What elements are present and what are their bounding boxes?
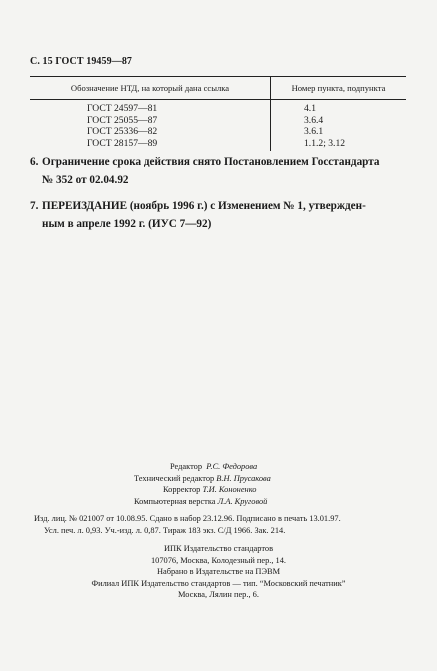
publisher-block: [0, 543, 437, 601]
item-number: 7.: [30, 200, 39, 212]
publisher-line: Филиал ИПК Издательство стандартов — тип. “Московский печатник”: [91, 578, 346, 588]
credit-role: Корректор: [163, 485, 201, 494]
credits-block: [0, 461, 437, 507]
publisher-line: ИПК Издательство стандартов: [163, 544, 274, 553]
item-7-reissue-note: [30, 197, 408, 233]
credit-proofreader: [0, 484, 437, 496]
item-number: 6.: [30, 156, 39, 168]
clause-cell: 3.6.1: [304, 126, 324, 137]
credit-role: Редактор: [170, 462, 203, 471]
imprint-line: Изд. лиц. № 021007 от 10.08.95. Сдано в набор 23.12.96. Подписано в печать 13.01.97.: [34, 514, 341, 523]
column-header-clause: Номер пункта, подпункта: [271, 77, 407, 100]
item-line: ным в апреле 1992 г. (ИУС 7—92): [42, 218, 212, 230]
publisher-line: 107076, Москва, Колодезный пер., 14.: [150, 555, 287, 565]
credit-tech-editor: [0, 473, 437, 485]
item-line: [30, 197, 408, 215]
table-row: [30, 126, 406, 138]
clause-cell: 3.6.4: [304, 114, 324, 126]
credit-role: Компьютерная верстка: [134, 496, 216, 506]
clause-cell: 1.1.2; 3.12: [304, 137, 346, 149]
clause-cell: 4.1: [304, 103, 316, 114]
credit-name: Л.А. Круговой: [217, 496, 268, 506]
credit-role: Технический редактор: [134, 473, 215, 483]
ntd-cell: ГОСТ 24597—81: [30, 100, 271, 115]
item-text: ПЕРЕИЗДАНИЕ (ноябрь 1996 г.) с Изменением № 1, утвержден-: [42, 200, 366, 212]
publisher-line: Москва, Лялин пер., 6.: [178, 590, 259, 599]
table-row: [30, 100, 406, 115]
imprint-line: Усл. печ. л. 0,93. Уч.-изд. л. 0,87. Тираж 183 экз. С/Д 1966. Зак. 214.: [44, 525, 286, 535]
credit-name: Т.И. Кононенко: [202, 485, 257, 494]
ntd-cell: ГОСТ 25336—82: [30, 126, 271, 138]
ntd-cell: ГОСТ 28157—89: [30, 138, 271, 152]
table-header-row: [30, 77, 406, 100]
page-header: С. 15 ГОСТ 19459—87: [30, 56, 133, 67]
item-line: [30, 153, 408, 171]
credit-name: Р.С. Федорова: [206, 462, 258, 471]
column-header-ntd: Обозначение НТД, на который дана ссылка: [30, 77, 271, 100]
item-text: Ограничение срока действия снято Постановлением Госстандарта: [42, 156, 380, 168]
imprint-block: [34, 513, 414, 536]
credit-editor: [0, 461, 437, 473]
credit-name: В.Н. Прусакова: [216, 473, 271, 483]
credit-layout: [0, 496, 437, 508]
publisher-line: Набрано в Издательстве на ПЭВМ: [156, 567, 281, 576]
table-row: [30, 115, 406, 127]
item-6-validity-note: [30, 153, 408, 189]
item-line: № 352 от 02.04.92: [42, 174, 129, 186]
references-table: [30, 76, 406, 151]
table-row: [30, 138, 406, 152]
ntd-cell: ГОСТ 25055—87: [30, 115, 271, 127]
